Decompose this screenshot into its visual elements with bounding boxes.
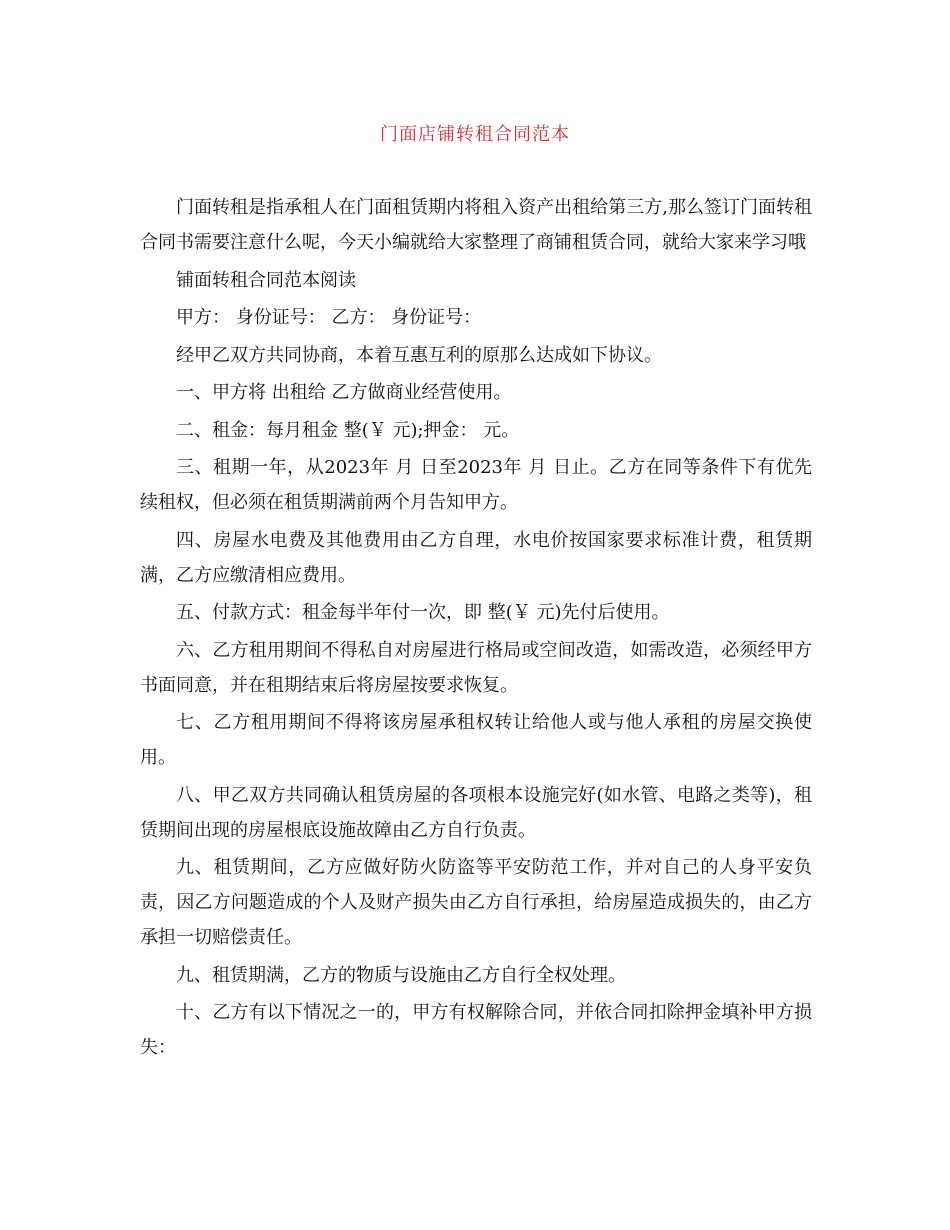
paragraph-heading: 铺面转租合同范本阅读 <box>176 269 356 291</box>
clause-3: 三、租期一年，从2023年 月 日至2023年 月 日止。乙方在同等条件下有优先续租权，但必须在租赁期满前两个月告知甲方。 <box>140 457 812 513</box>
clause-9b: 九、租赁期满，乙方的物质与设施由乙方自行全权处理。 <box>176 964 626 986</box>
document-title: 门面店铺转租合同范本 <box>380 124 570 145</box>
paragraph-parties: 甲方： 身份证号： 乙方： 身份证号： <box>176 307 482 328</box>
document-body <box>140 190 812 1068</box>
clause-1: 一、甲方将 出租给 乙方做商业经营使用。 <box>176 382 512 403</box>
clause-7: 七、乙方租用期间不得将该房屋承租权转让给他人或与他人承租的房屋交换使用。 <box>140 712 812 768</box>
clause-6: 六、乙方租用期间不得私自对房屋进行格局或空间改造，如需改造，必须经甲方书面同意，并在租期结束后将房屋按要求恢复。 <box>140 639 812 696</box>
paragraph-intro: 门面转租是指承租人在门面租赁期内将租入资产出租给第三方,那么签订门面转租合同书需要注意什么呢，今天小编就给大家整理了商铺租赁合同，就给大家来学习哦 <box>140 197 812 253</box>
clause-8: 八、甲乙双方共同确认租赁房屋的各项根本设施完好(如水管、电路之类等)，租赁期间出现的房屋根底设施故障由乙方自行负责。 <box>140 784 812 841</box>
clause-10: 十、乙方有以下情况之一的，甲方有权解除合同，并依合同扣除押金填补甲方损失： <box>140 1002 812 1058</box>
clause-4: 四、房屋水电费及其他费用由乙方自理，水电价按国家要求标准计费，租赁期满，乙方应缴清相应费用。 <box>140 529 812 586</box>
paragraph-agreement: 经甲乙双方共同协商，本着互惠互利的原那么达成如下协议。 <box>176 344 662 366</box>
clause-9: 九、租赁期间，乙方应做好防火防盗等平安防范工作，并对自己的人身平安负责，因乙方问题造成的个人及财产损失由乙方自行承担，给房屋造成损失的，由乙方承担一切赔偿责任。 <box>140 857 812 948</box>
clause-2: 二、租金：每月租金 整(￥ 元);押金： 元。 <box>176 419 520 441</box>
clause-5: 五、付款方式：租金每半年付一次，即 整(￥ 元)先付后使用。 <box>176 602 670 623</box>
